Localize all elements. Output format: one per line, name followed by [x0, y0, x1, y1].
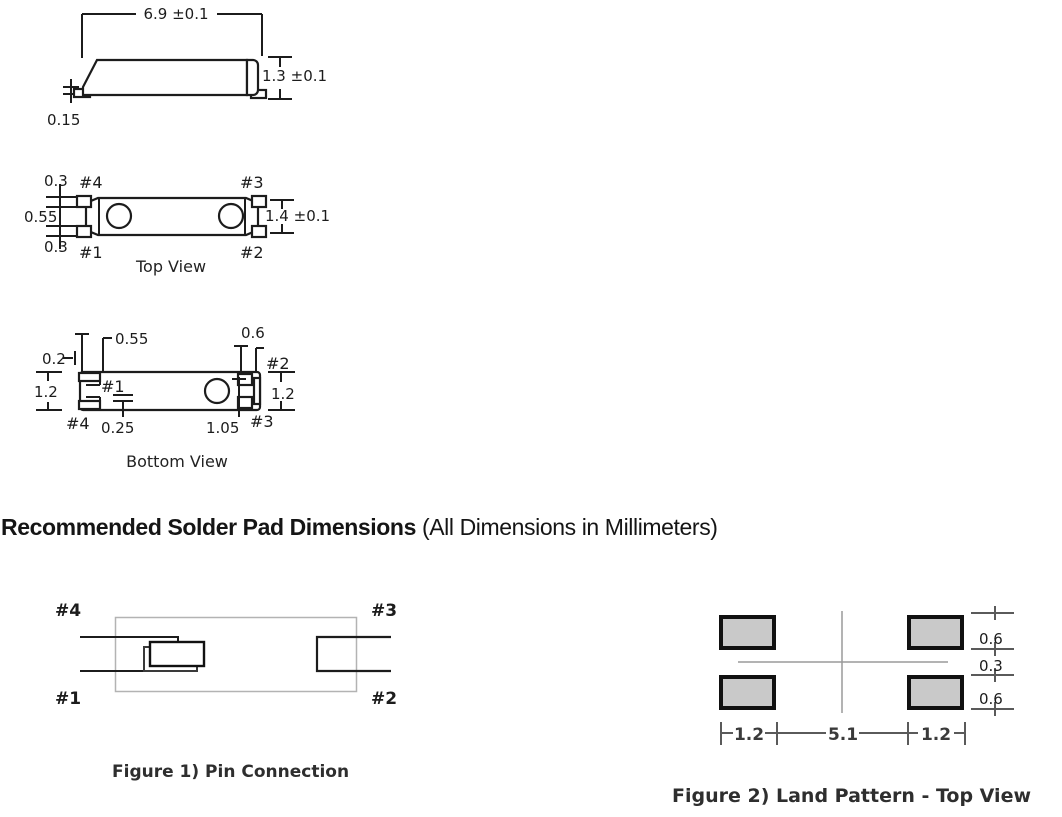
- figure1-right-bracket: [317, 637, 391, 671]
- figure1-pin1-label: #1: [55, 689, 82, 709]
- figure1-pin4-label: #4: [55, 601, 82, 621]
- figure1-crystal-box: [150, 642, 204, 666]
- figure1-caption: Figure 1) Pin Connection: [112, 762, 350, 782]
- bottom-view-pin1-label: #1: [101, 377, 125, 396]
- section-heading-note: (All Dimensions in Millimeters): [415, 514, 718, 540]
- land-pad-bottom-right: [909, 677, 962, 708]
- bottom-view-dim-105: 1.05: [206, 419, 240, 437]
- top-view-dim-pad-top: 0.3: [44, 172, 68, 190]
- figure2-dim-pad-h-top: 0.6: [979, 630, 1003, 648]
- top-view-pin1-label: #1: [79, 243, 103, 262]
- land-pad-bottom-left: [721, 677, 774, 708]
- side-view-base-dim: 0.15: [47, 111, 81, 129]
- tick-055: [103, 338, 112, 372]
- bottom-view-pad-3: [238, 397, 252, 408]
- side-view-height-dim: 1.3 ±0.1: [262, 67, 328, 85]
- figure1-pin2-label: #2: [371, 689, 398, 709]
- figure2-dim-pad-w-right: 1.2: [920, 725, 952, 745]
- top-view-dim-mid: 0.55: [24, 208, 58, 226]
- figure2-caption: Figure 2) Land Pattern - Top View: [672, 785, 1032, 807]
- land-pad-top-left: [721, 617, 774, 648]
- bottom-view-pin2-label: #2: [266, 354, 290, 373]
- bottom-view-dim-12-left: 1.2: [34, 383, 58, 401]
- figure2-dim-gap: 0.3: [979, 657, 1003, 675]
- top-view-pin2-label: #2: [240, 243, 264, 262]
- side-view-width-dim: 6.9 ±0.1: [143, 5, 209, 23]
- top-view-drawing: [24, 172, 330, 276]
- top-view-dim-pad-bottom: 0.3: [44, 238, 68, 256]
- figure1-pin3-label: #3: [371, 601, 398, 621]
- top-view-pad-1: [77, 226, 91, 237]
- figure1-pin-connection: [55, 601, 397, 782]
- bottom-view-pin3-label: #3: [250, 412, 274, 431]
- bottom-view-end-bar: [254, 378, 260, 404]
- bottom-view-dim-055: 0.55: [115, 330, 149, 348]
- top-view-pad-3: [252, 196, 266, 207]
- section-heading-bold: Recommended Solder Pad Dimensions: [1, 514, 416, 540]
- top-view-pad-2: [252, 226, 266, 237]
- top-view-caption: Top View: [135, 257, 207, 276]
- figure2-land-pattern: [672, 606, 1031, 807]
- top-view-pin3-label: #3: [240, 173, 264, 192]
- bottom-view-dim-02: 0.2: [42, 350, 66, 368]
- bottom-view-dim-12-right: 1.2: [271, 385, 295, 403]
- side-view-end-cap: [247, 60, 258, 95]
- land-pad-top-right: [909, 617, 962, 648]
- top-view-pin4-label: #4: [79, 173, 103, 192]
- figure2-dim-pad-w-left: 1.2: [733, 725, 765, 745]
- top-view-pad-4: [77, 196, 91, 207]
- bottom-view-caption: Bottom View: [126, 452, 228, 471]
- bottom-view-drawing: [34, 324, 295, 471]
- section-heading: [1, 514, 718, 541]
- top-view-dim-height: 1.4 ±0.1: [265, 207, 331, 225]
- bottom-view-pad-4: [79, 401, 100, 409]
- bottom-view-pin4-label: #4: [66, 414, 90, 433]
- tick-06: [234, 346, 264, 372]
- side-view-body: [83, 60, 247, 95]
- figure2-dim-pad-h-bottom: 0.6: [979, 690, 1003, 708]
- side-view-drawing: [47, 5, 327, 129]
- bottom-view-dim-06: 0.6: [241, 324, 265, 342]
- bottom-view-dim-025: 0.25: [101, 419, 135, 437]
- figure2-dim-span: 5.1: [827, 725, 859, 745]
- tick-left-ext: [75, 334, 89, 372]
- bottom-view-pad-1: [79, 373, 100, 381]
